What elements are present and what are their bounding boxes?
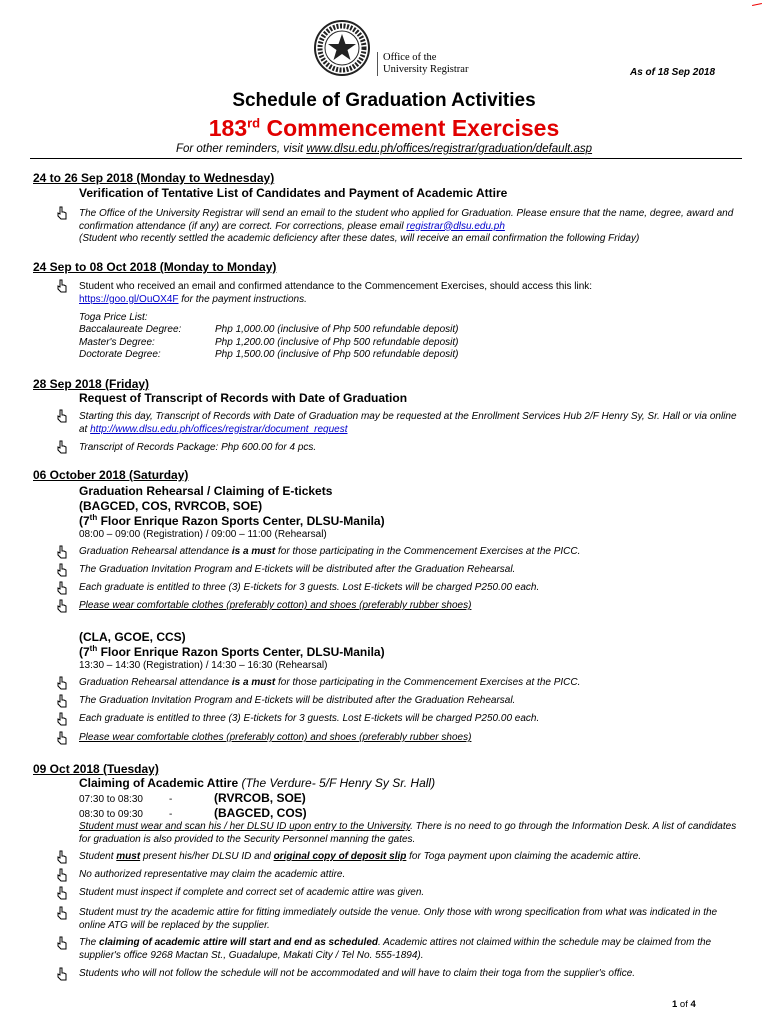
page-total: 4 [690,999,696,1010]
bullet-emphasis: is a must [231,546,276,557]
rehearsal-group-b: (CLA, GCOE, CCS) [79,630,186,644]
payment-body: Student who received an email and confirmed attendance to the Commencement Exercises, should access this link: [79,281,593,292]
venue-post: Floor Enrique Razon Sports Center, DLSU-Manila) [97,514,385,528]
reminder-link[interactable]: www.dlsu.edu.ph/offices/registrar/graduation/default.asp [306,143,593,155]
pointing-hand-icon [56,599,68,613]
university-seal-icon [314,20,370,76]
pointing-hand-icon [56,850,68,864]
attire-bullet [79,937,739,962]
pointing-hand-icon [56,279,68,293]
toga-price-row [79,324,459,336]
page-title: Schedule of Graduation Activities [232,90,536,111]
venue-pre: (7 [79,514,90,528]
rehearsal-title: Graduation Rehearsal / Claiming of E-tickets [79,484,333,498]
rehearsal-bullet: Each graduate is entitled to three (3) E-tickets for 3 guests. Lost E-tickets will be charged P250.00 each. [79,713,540,724]
toga-price-title: Toga Price List: [79,312,148,323]
payment-text [79,281,739,306]
bullet-text: Graduation Rehearsal attendance [79,677,232,688]
toga-price: Php 1,000.00 (inclusive of Php 500 refundable deposit) [215,324,459,336]
entry-note-underlined: Student must wear and scan his / her DLSU ID upon entry to the University [79,821,411,832]
rehearsal-bullet: Each graduate is entitled to three (3) E-tickets for 3 guests. Lost E-tickets will be charged P250.00 each. [79,582,540,593]
section-heading-payment: 24 Sep to 08 Oct 2018 (Monday to Monday) [33,260,277,274]
rehearsal-time-b: 13:30 – 14:30 (Registration) / 14:30 – 16:30 (Rehearsal) [79,660,328,671]
reminder-prefix: For other reminders, visit [175,143,307,155]
attire-schedule [79,792,307,821]
verification-note: (Student who recently settled the academic deficiency after these dates, will receive an email confirmation the following Friday) [79,233,640,244]
subtitle-suffix: rd [247,115,261,131]
rehearsal-bullet: Please wear comfortable clothes (preferably cotton) and shoes (preferably rubber shoes) [79,732,472,743]
bullet-text: . Academic attires not claimed within the schedule may be claimed from the supplier's office 9268 Mactan St., Guadalupe, Makati City / Tel No. 555-1894). [79,937,712,961]
venue-sup: th [89,644,98,653]
pointing-hand-icon [56,545,68,559]
attire-venue: (The Verdure- 5/F Henry Sy Sr. Hall) [238,776,436,790]
pointing-hand-icon [56,731,68,745]
header-divider [30,158,742,159]
rehearsal-venue-a [79,513,385,528]
slot-dash: - [169,794,173,805]
toga-price-row [79,349,459,361]
pointing-hand-icon [56,712,68,726]
slot-group: (RVRCOB, SOE) [214,791,306,805]
registrar-email-link[interactable]: registrar@dlsu.edu.ph [406,220,505,232]
section-heading-verification: 24 to 26 Sep 2018 (Monday to Wednesday) [33,171,275,185]
venue-post: Floor Enrique Razon Sports Center, DLSU-Manila) [97,645,385,659]
section-heading-attire: 09 Oct 2018 (Tuesday) [33,762,159,776]
page-of: of [677,999,691,1010]
bullet-text: for Toga payment upon claiming the academic attire. [406,851,642,862]
page-subtitle [0,115,768,142]
pointing-hand-icon [56,676,68,690]
bullet-emphasis: is a must [231,677,276,688]
subtitle-text: Commencement Exercises [260,115,560,141]
bullet-text: present his/her DLSU ID and [140,851,274,862]
pointing-hand-icon [56,440,68,454]
office-line1: Office of the [383,52,437,63]
attire-title-text: Claiming of Academic Attire [79,776,239,790]
bullet-text: The [79,937,100,948]
as-of-date: As of 18 Sep 2018 [630,67,716,78]
slot-dash: - [169,808,173,820]
bullet-emphasis: must [116,851,141,862]
subtitle-number: 183 [208,115,248,141]
pointing-hand-icon [56,563,68,577]
page-current: 1 [672,999,678,1010]
pointing-hand-icon [56,936,68,950]
rehearsal-group-a: (BAGCED, COS, RVRCOB, SOE) [79,499,263,513]
toga-price-list [79,312,459,361]
transcript-body: Starting this day, Transcript of Records with Date of Graduation may be requested at the Enrollment Services Hub 2/F Henry Sy, Sr. Hall or via online at [79,411,737,435]
pointing-hand-icon [56,206,68,220]
attire-bullet: Student must inspect if complete and correct set of academic attire was given. [79,887,425,898]
attire-bullet [79,851,739,864]
toga-degree-label: Master's Degree: [79,336,155,348]
verification-text [79,208,739,246]
office-label [377,52,468,76]
slot-time: 07:30 to 08:30 [79,794,143,805]
rehearsal-venue-b [79,644,385,659]
document-request-link[interactable]: http://www.dlsu.edu.ph/offices/registrar/document_request [90,423,348,435]
attire-entry-note [79,821,739,846]
bullet-text: for those participating in the Commencement Exercises at the PICC. [275,546,581,557]
bullet-text: for those participating in the Commencement Exercises at the PICC. [275,677,581,688]
section-heading-rehearsal: 06 October 2018 (Saturday) [33,468,189,482]
pointing-hand-icon [56,906,68,920]
rehearsal-bullet: The Graduation Invitation Program and E-tickets will be distributed after the Graduation Rehearsal. [79,564,516,575]
bullet-text: Student [79,851,117,862]
toga-price: Php 1,200.00 (inclusive of Php 500 refundable deposit) [215,336,459,348]
toga-degree-label: Doctorate Degree: [79,348,161,360]
pointing-hand-icon [56,409,68,423]
slot-time: 08:30 to 09:30 [79,808,143,820]
rehearsal-time-a: 08:00 – 09:00 (Registration) / 09:00 – 11:00 (Rehearsal) [79,529,327,540]
entry-note-rest: . There is no need to go through the Information Desk. A list of candidates for graduation is also provided to the Security Personnel manning the gates. [79,821,737,845]
corner-mark [752,3,762,6]
venue-sup: th [89,513,98,522]
attire-bullet: Students who will not follow the schedule will not be accommodated and will have to claim their toga from the supplier's office. [79,968,636,979]
slot-group: (BAGCED, COS) [214,805,307,820]
payment-body-end: for the payment instructions. [178,293,307,305]
verification-body: The Office of the University Registrar will send an email to the student who applied for Graduation. Please ensure that the name, degree, award and confirmation attendance (if any) are correct. For corrections, please email [79,208,734,232]
page-number [672,999,696,1010]
attire-title [79,776,435,790]
section-subheading-transcript: Request of Transcript of Records with Date of Graduation [79,391,408,405]
attire-bullet: No authorized representative may claim the academic attire. [79,869,346,880]
bullet-text: Graduation Rehearsal attendance [79,546,232,557]
payment-link[interactable]: https://goo.gl/OuOX4F [79,293,179,305]
bullet-emphasis: claiming of academic attire will start and end as scheduled [99,937,378,948]
bullet-emphasis: original copy of deposit slip [273,851,407,862]
section-subheading-verification: Verification of Tentative List of Candidates and Payment of Academic Attire [79,186,508,200]
attire-bullet: Student must try the academic attire for fitting immediately outside the venue. Only those with wrong specification from what was indicated in the online ATG will be replaced by the supplier. [79,907,718,931]
pointing-hand-icon [56,967,68,981]
pointing-hand-icon [56,694,68,708]
toga-price-row [79,337,459,349]
rehearsal-bullet: The Graduation Invitation Program and E-tickets will be distributed after the Graduation Rehearsal. [79,695,516,706]
office-line2: University Registrar [383,64,469,75]
attire-slot [79,792,307,807]
reminder-line [0,143,768,155]
toga-price: Php 1,500.00 (inclusive of Php 500 refundable deposit) [215,348,459,360]
pointing-hand-icon [56,886,68,900]
transcript-text [79,411,739,436]
pointing-hand-icon [56,868,68,882]
rehearsal-bullet: Please wear comfortable clothes (preferably cotton) and shoes (preferably rubber shoes) [79,600,472,611]
toga-degree-label: Baccalaureate Degree: [79,324,182,336]
rehearsal-bullet [79,677,739,690]
section-heading-transcript: 28 Sep 2018 (Friday) [33,377,150,391]
venue-pre: (7 [79,645,90,659]
rehearsal-bullet [79,546,739,559]
attire-slot [79,807,307,822]
pointing-hand-icon [56,581,68,595]
transcript-package: Transcript of Records Package: Php 600.00 for 4 pcs. [79,442,317,453]
